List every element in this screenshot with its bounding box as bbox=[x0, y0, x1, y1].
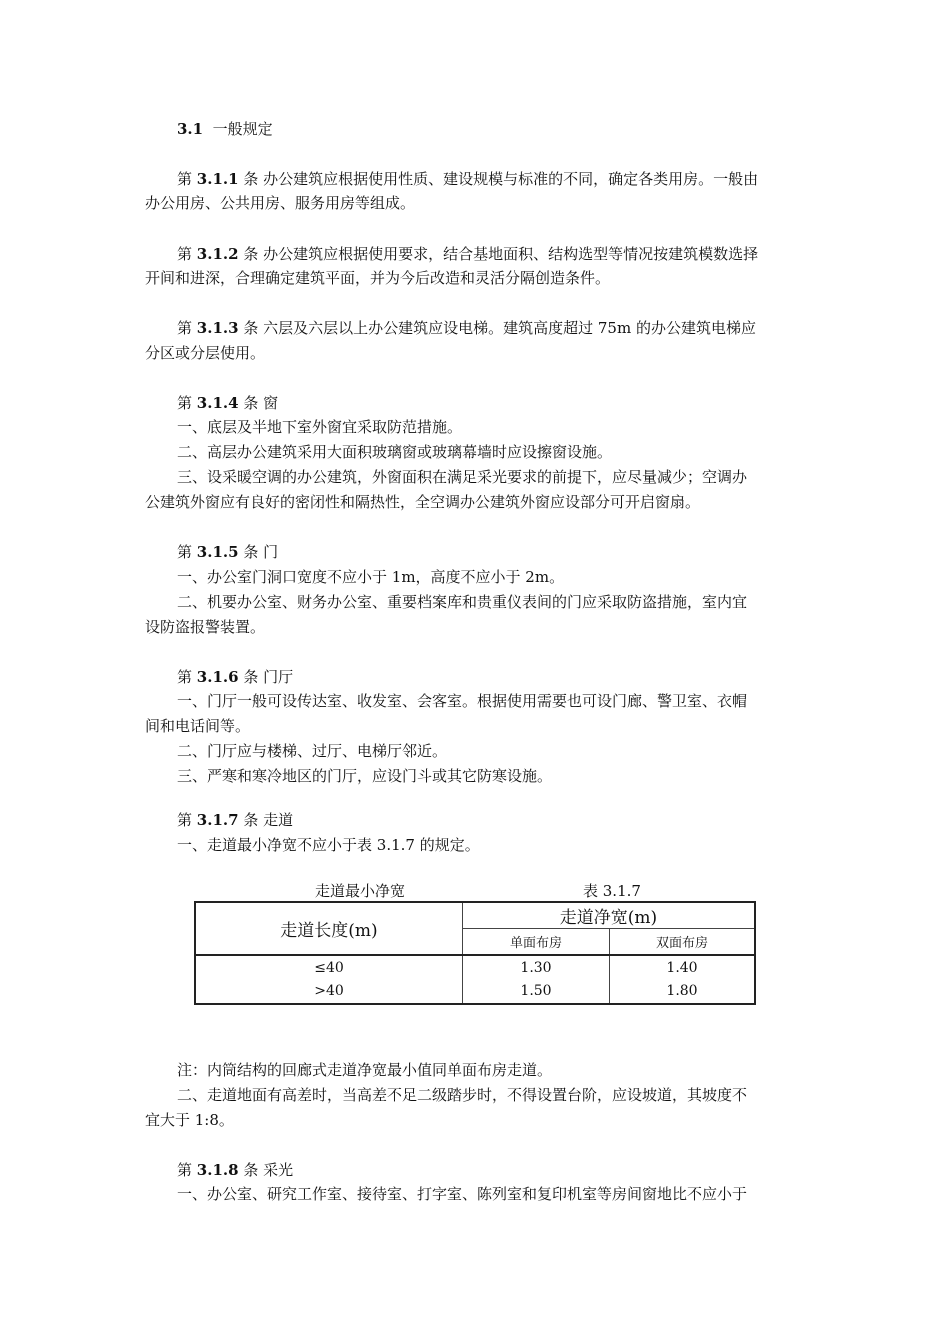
clause-3-1-1: 第 3.1.1 条 办公建筑应根据使用性质、建设规模与标准的不同，确定各类用房。一般由 bbox=[177, 170, 759, 188]
clause-3-1-6-item-1: 一、门厅一般可设传达室、收发室、会客室。根据使用需要也可设门廊、警卫室、衣帽 bbox=[177, 692, 748, 710]
table-cell-single: 1.50 bbox=[463, 980, 610, 1004]
clause-3-1-3: 第 3.1.3 条 六层及六层以上办公建筑应设电梯。建筑高度超过 75m 的办公建筑电梯应 bbox=[177, 319, 756, 337]
clause-3-1-2-cont: 开间和进深，合理确定建筑平面，并为今后改造和灵活分隔创造条件。 bbox=[145, 269, 611, 287]
clause-3-1-6: 第 3.1.6 条 门厅 bbox=[177, 668, 294, 686]
table-cell-length: ≤40 bbox=[195, 955, 463, 980]
clause-3-1-4-item-3-cont: 公建筑外窗应有良好的密闭性和隔热性，全空调办公建筑外窗应设部分可开启窗扇。 bbox=[145, 493, 701, 511]
clause-3-1-4: 第 3.1.4 条 窗 bbox=[177, 394, 279, 412]
clause-3-1-1-cont: 办公用房、公共用房、服务用房等组成。 bbox=[145, 194, 416, 212]
table-note: 注：内筒结构的回廊式走道净宽最小值同单面布房走道。 bbox=[177, 1061, 553, 1079]
clause-3-1-5: 第 3.1.5 条 门 bbox=[177, 543, 279, 561]
clause-3-1-7-item-2-cont: 宜大于 1:8。 bbox=[145, 1111, 234, 1129]
table-subheader-double: 双面布房 bbox=[610, 929, 756, 955]
table-cell-single: 1.30 bbox=[463, 955, 610, 980]
clause-3-1-4-item-1: 一、底层及半地下室外窗宜采取防范措施。 bbox=[177, 418, 463, 436]
table-title: 走道最小净宽 bbox=[315, 882, 406, 900]
table-number: 表 3.1.7 bbox=[583, 882, 641, 900]
clause-3-1-4-item-3: 三、设采暖空调的办公建筑，外窗面积在满足采光要求的前提下，应尽量减少；空调办 bbox=[177, 468, 748, 486]
table-cell-double: 1.80 bbox=[610, 980, 756, 1004]
clause-3-1-7-item-2: 二、走道地面有高差时，当高差不足二级踏步时，不得设置台阶，应设坡道，其坡度不 bbox=[177, 1086, 748, 1104]
clause-3-1-7-item-1: 一、走道最小净宽不应小于表 3.1.7 的规定。 bbox=[177, 836, 480, 854]
clause-3-1-5-item-1: 一、办公室门洞口宽度不应小于 1m，高度不应小于 2m。 bbox=[177, 568, 565, 586]
table-cell-double: 1.40 bbox=[610, 955, 756, 980]
clause-3-1-6-item-3: 三、严寒和寒冷地区的门厅，应设门斗或其它防寒设施。 bbox=[177, 767, 553, 785]
clause-3-1-7: 第 3.1.7 条 走道 bbox=[177, 811, 294, 829]
table-header-width: 走道净宽(m) bbox=[463, 902, 756, 929]
clause-3-1-5-item-2-cont: 设防盗报警装置。 bbox=[145, 618, 266, 636]
clause-3-1-6-item-1-cont: 间和电话间等。 bbox=[145, 717, 251, 735]
table-cell-length: >40 bbox=[195, 980, 463, 1004]
clause-3-1-6-item-2: 二、门厅应与楼梯、过厅、电梯厅邻近。 bbox=[177, 742, 448, 760]
clause-3-1-3-cont: 分区或分层使用。 bbox=[145, 344, 266, 362]
clause-3-1-8: 第 3.1.8 条 采光 bbox=[177, 1161, 294, 1179]
clause-3-1-2: 第 3.1.2 条 办公建筑应根据使用要求，结合基地面积、结构选型等情况按建筑模数选择 bbox=[177, 245, 759, 263]
clause-3-1-8-item-1: 一、办公室、研究工作室、接待室、打字室、陈列室和复印机室等房间窗地比不应小于 bbox=[177, 1185, 748, 1203]
table-subheader-single: 单面布房 bbox=[463, 929, 610, 955]
clause-3-1-5-item-2: 二、机要办公室、财务办公室、重要档案库和贵重仪表间的门应采取防盗措施，室内宜 bbox=[177, 593, 748, 611]
corridor-width-table bbox=[194, 901, 756, 1005]
section-heading: 3.1 一般规定 bbox=[177, 120, 273, 138]
table-header-length: 走道长度(m) bbox=[195, 902, 463, 955]
clause-3-1-4-item-2: 二、高层办公建筑采用大面积玻璃窗或玻璃幕墙时应设擦窗设施。 bbox=[177, 443, 613, 461]
